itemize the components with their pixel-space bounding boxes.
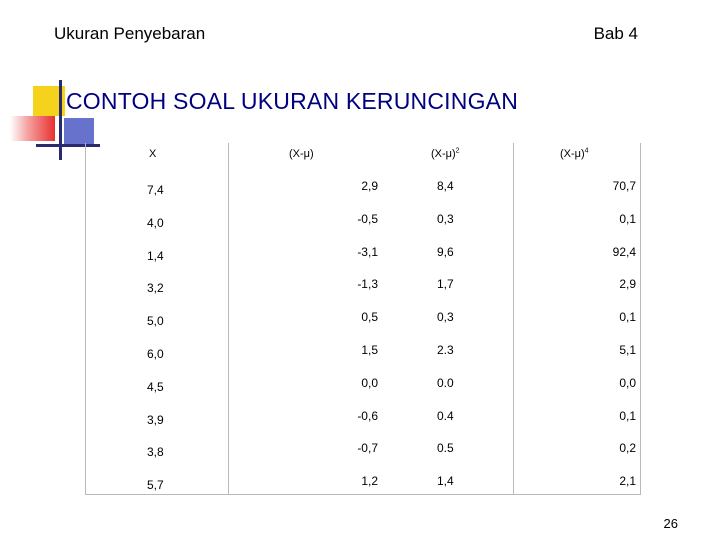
blue-square: [64, 118, 94, 144]
header-deviation-fourth-base: (X-μ): [560, 148, 585, 160]
cell-deviation-squared: 1,7: [437, 277, 454, 292]
cell-deviation: -0,7: [357, 441, 378, 456]
cell-x: 3,2: [147, 281, 164, 296]
cell-deviation-fourth: 2,9: [619, 277, 636, 292]
grid-line-right: [640, 143, 641, 495]
cell-deviation-fourth: 92,4: [612, 244, 636, 259]
cell-deviation: 1,2: [361, 474, 378, 489]
cell-deviation-squared: 0,3: [437, 211, 454, 226]
header-deviation-squared: [431, 148, 460, 160]
header-deviation-fourth: [560, 148, 589, 160]
cell-deviation-squared: 2.3: [437, 343, 454, 357]
cell-deviation: -0,6: [357, 408, 378, 423]
header-deviation-fourth-exponent: 4: [584, 147, 589, 155]
kurtosis-table: [85, 143, 641, 495]
cell-deviation: 1,5: [361, 343, 378, 357]
cell-deviation: -1,3: [357, 277, 378, 292]
grid-line-bottom: [85, 494, 641, 495]
cell-deviation-squared: 9,6: [437, 244, 454, 259]
cell-x: 6,0: [147, 347, 164, 361]
cell-deviation: 2,9: [361, 179, 378, 193]
cell-x: 7,4: [147, 183, 164, 197]
cell-x: 1,4: [147, 248, 164, 263]
header-deviation-squared-base: (X-μ): [431, 148, 456, 160]
cell-deviation-fourth: 0,0: [619, 375, 636, 390]
header-topic: Ukuran Penyebaran: [54, 24, 206, 43]
cell-deviation-fourth: 2,1: [619, 474, 636, 489]
grid-line-left: [85, 143, 86, 495]
cell-deviation-fourth: 70,7: [612, 179, 636, 193]
cell-deviation: -0,5: [357, 211, 378, 226]
logo-vertical-line: [59, 80, 62, 160]
cell-deviation: 0,5: [361, 310, 378, 325]
slide-title: CONTOH SOAL UKURAN KERUNCINGAN: [66, 88, 519, 114]
cell-x: 5,0: [147, 314, 164, 329]
cell-deviation-squared: 1,4: [437, 474, 454, 489]
cell-deviation: -3,1: [357, 244, 378, 259]
cell-deviation-squared: 0.5: [437, 441, 454, 456]
cell-deviation-fourth: 0,1: [619, 310, 636, 325]
header-chapter: Bab 4: [593, 24, 638, 43]
cell-deviation-squared: 8,4: [437, 179, 454, 193]
grid-line-col3: [513, 143, 514, 495]
cell-x: 3,8: [147, 445, 164, 460]
header-x: X: [149, 148, 157, 160]
cell-deviation-fourth: 0,1: [619, 211, 636, 226]
cell-deviation-squared: 0,3: [437, 310, 454, 325]
cell-x: 4,5: [147, 379, 164, 394]
cell-x: 5,7: [147, 478, 164, 493]
cell-deviation-fourth: 0,1: [619, 408, 636, 423]
header-deviation: (X-μ): [289, 148, 314, 160]
cell-deviation-fourth: 5,1: [619, 343, 636, 357]
grid-line-col1: [228, 143, 229, 495]
header-deviation-squared-exponent: 2: [455, 147, 460, 155]
cell-x: 3,9: [147, 412, 164, 427]
page-number: 26: [663, 516, 678, 531]
cell-deviation-fourth: 0,2: [619, 441, 636, 456]
cell-deviation-squared: 0.4: [437, 408, 454, 423]
cell-x: 4,0: [147, 215, 164, 230]
cell-deviation-squared: 0.0: [437, 375, 454, 390]
red-square: [10, 116, 55, 141]
cell-deviation: 0,0: [361, 375, 378, 390]
